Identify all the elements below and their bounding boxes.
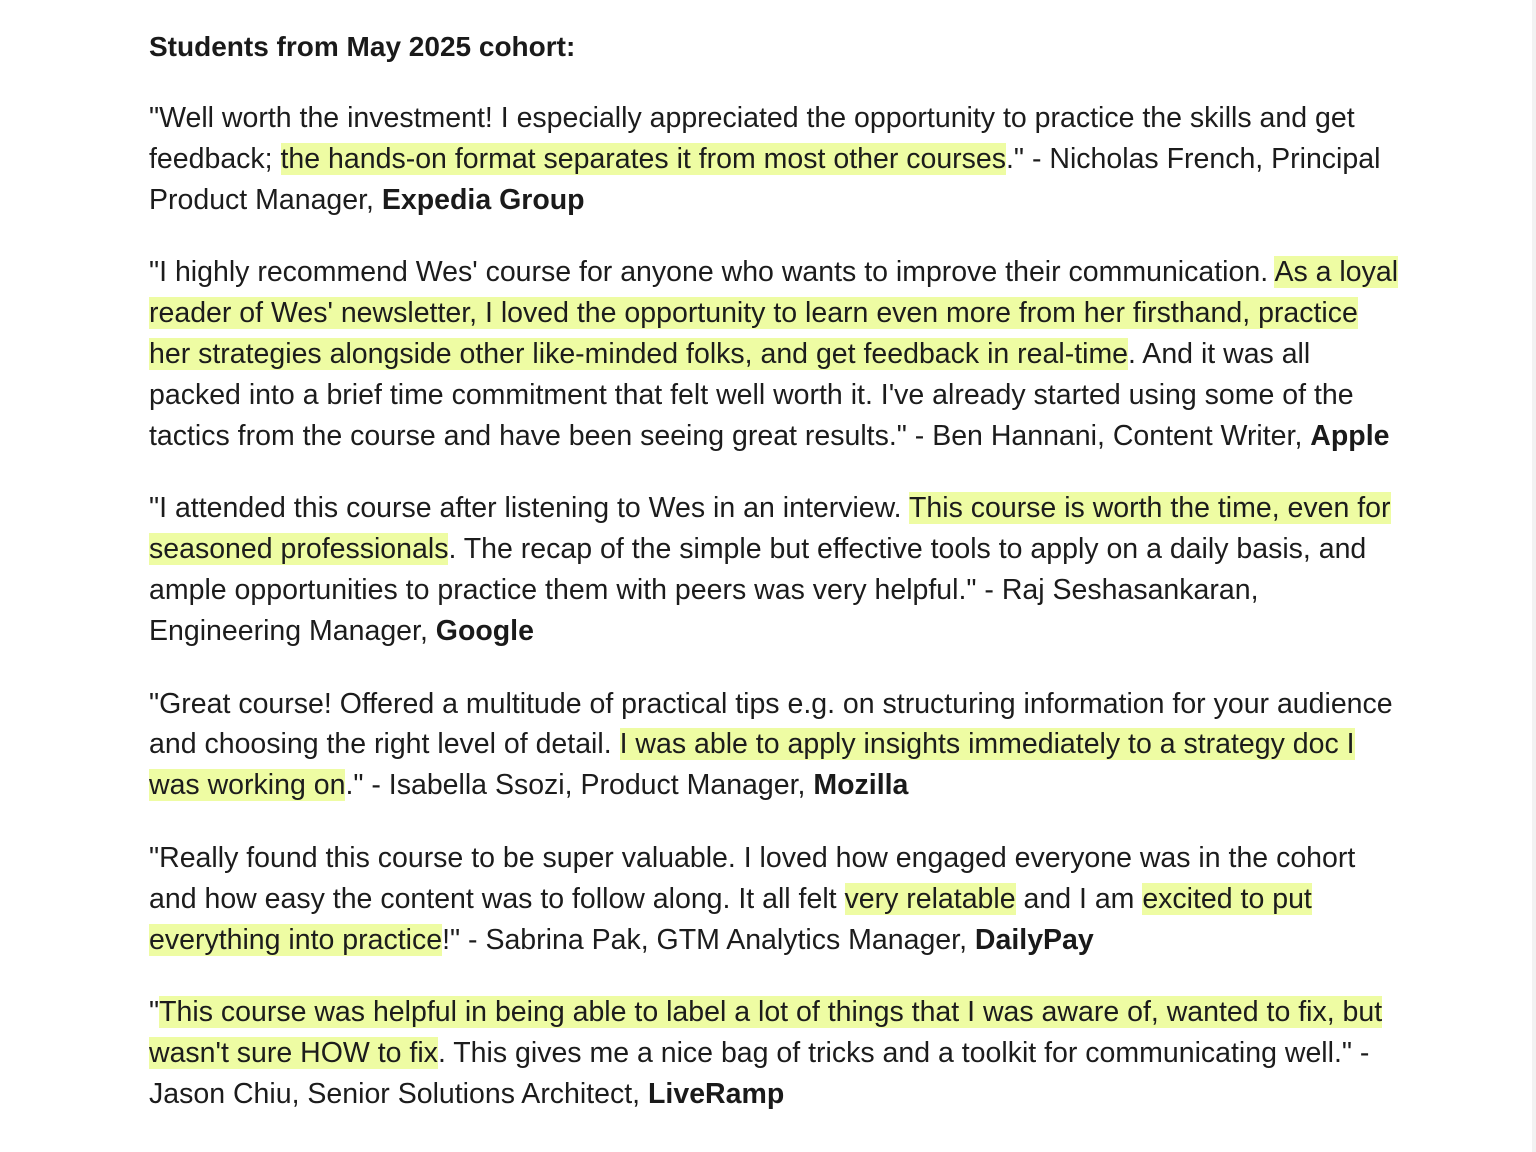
testimonial: [149, 488, 1399, 651]
quote-text: . The recap of the simple but effective tools to apply on a daily basis, and ample opportunities to practice them with peers was very helpful." - Raj Seshasankaran, Engineering Manager,: [149, 533, 1367, 647]
testimonials-section: [149, 26, 1399, 1147]
quote-text: . And it was all packed into a brief time commitment that felt well worth it. I've already started using some of the tactics from the course and have been seeing great results." - Ben Hannani, Content Writer,: [149, 337, 1354, 452]
testimonial: [149, 992, 1399, 1114]
testimonial-list: [149, 98, 1399, 1115]
quote-text: ": [149, 996, 160, 1029]
company-name: Expedia Group: [381, 183, 585, 216]
section-heading: Students from May 2025 cohort:: [149, 31, 576, 62]
quote-text: "Really found this course to be super valuable. I loved how engaged everyone was in the cohort and how easy the content was to follow along. It all felt: [149, 841, 1356, 915]
highlighted-text: As a loyal reader of Wes' newsletter, I loved the opportunity to learn even more from her firsthand, practice her strategies alongside other like-minded folks, and get feedback in real-time: [149, 256, 1399, 370]
company-name: LiveRamp: [648, 1077, 785, 1110]
highlighted-text: This course is worth the time, even for seasoned professionals: [149, 492, 1391, 566]
scrollbar-track[interactable]: [1532, 0, 1536, 1152]
quote-text: "Well worth the investment! I especially appreciated the opportunity to practice the skills and get feedback;: [149, 102, 1355, 175]
quote-text: and I am: [1015, 882, 1143, 915]
quote-text: . This gives me a nice bag of tricks and a toolkit for communicating well." - Jason Chiu, Senior Solutions Architect,: [149, 1037, 1370, 1110]
quote-text: "I highly recommend Wes' course for anyone who wants to improve their communication.: [149, 256, 1275, 289]
company-name: Mozilla: [813, 769, 909, 802]
testimonial: [149, 98, 1399, 220]
quote-text: ." - Isabella Ssozi, Product Manager,: [345, 769, 814, 802]
testimonial: [149, 684, 1399, 806]
highlighted-text: I was able to apply insights immediately to a strategy doc I was working on: [149, 728, 1355, 802]
testimonial: [149, 252, 1399, 456]
company-name: DailyPay: [974, 923, 1094, 956]
highlighted-text: This course was helpful in being able to label a lot of things that I was aware of, wanted to fix, but wasn't sure HOW to fix: [149, 996, 1383, 1070]
highlighted-text: very relatable: [844, 882, 1016, 915]
quote-text: !" - Sabrina Pak, GTM Analytics Manager,: [442, 923, 975, 956]
testimonial: [149, 838, 1399, 960]
quote-text: "I attended this course after listening to Wes in an interview.: [149, 492, 909, 525]
highlighted-text: excited to put everything into practice: [149, 882, 1312, 956]
quote-text: ." - Nicholas French, Principal Product Manager,: [149, 142, 1381, 216]
company-name: Apple: [1310, 419, 1390, 452]
highlighted-text: the hands-on format separates it from most other courses: [280, 142, 1007, 175]
company-name: Google: [435, 614, 534, 647]
quote-text: "Great course! Offered a multitude of practical tips e.g. on structuring information for your audience and choosing the right level of detail.: [149, 687, 1393, 761]
